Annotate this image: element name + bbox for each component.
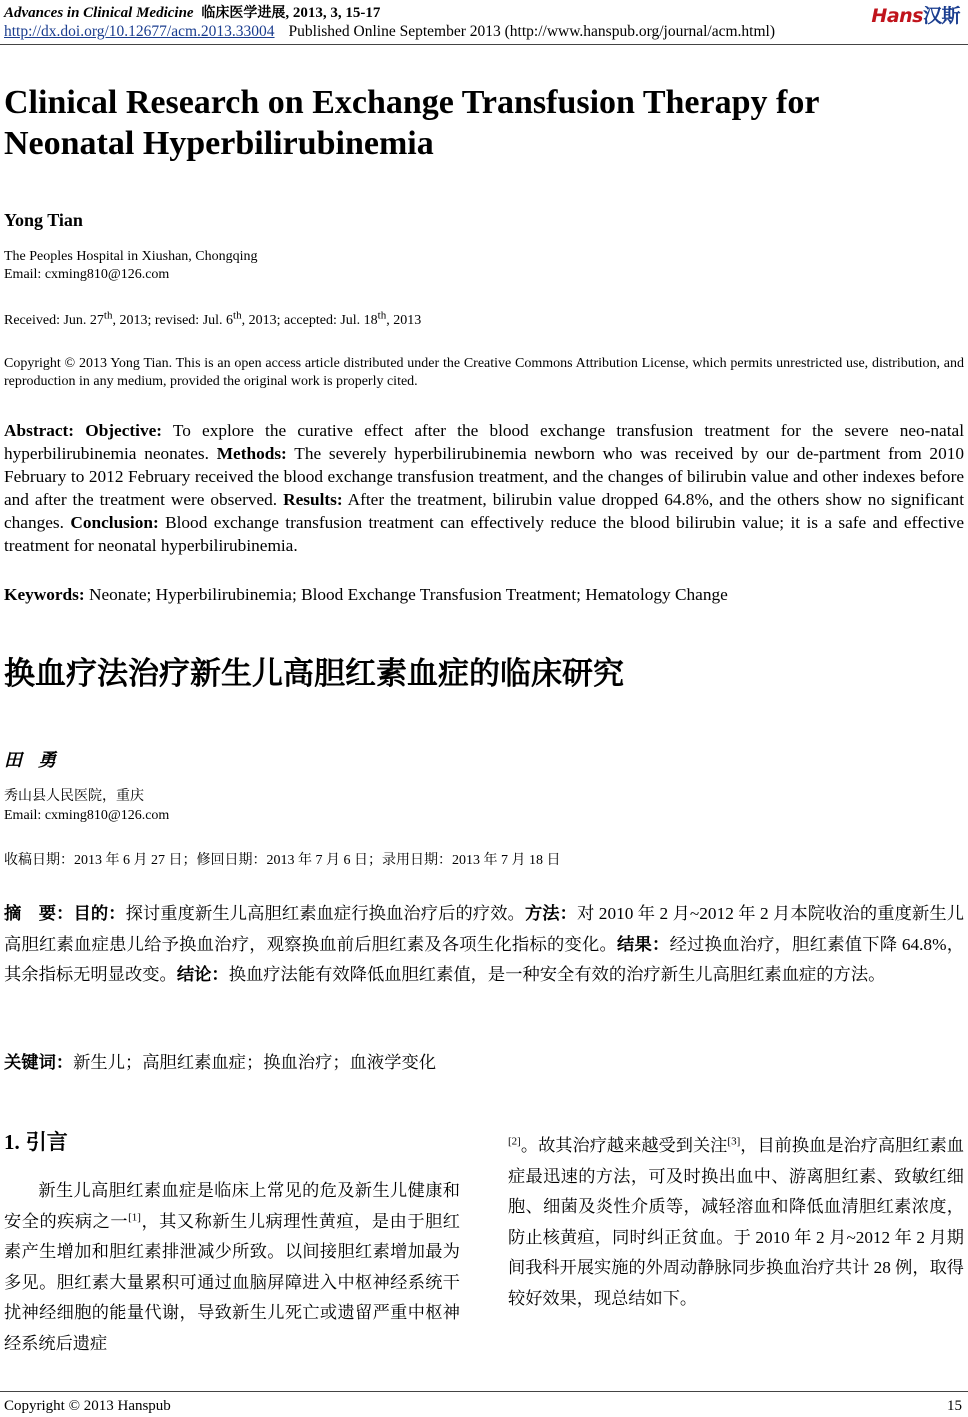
- results-text: After the treatment, bilirubin value dropped 64.8%, and the others show no significant changes.: [4, 490, 965, 532]
- accepted-text: , 2013; accepted: Jul. 18: [241, 313, 378, 328]
- conclusion-text-cn: 换血疗法能有效降低血胆红素值，是一种安全有效的治疗新生儿高胆红素血症的方法。: [228, 965, 886, 984]
- results-label: Results:: [283, 490, 343, 509]
- methods-label: Methods:: [216, 444, 287, 463]
- citation-ref[interactable]: [1]: [128, 1210, 141, 1223]
- objective-label-cn: 目的：: [73, 904, 126, 924]
- methods-text-cn: 对 2010 年 2 月~2012 年 2 月本院收治的重度新生儿高胆红素血症患儿给予换血治疗，观察换血前后胆红素及各项生化指标的变化。: [4, 904, 964, 954]
- body-column-left: [4, 1176, 460, 1360]
- received-dates-cn: 收稿日期：2013 年 6 月 27 日；修回日期：2013 年 7 月 6 日；录用日期：2013 年 7 月 18 日: [4, 853, 561, 868]
- conclusion-label: Conclusion:: [70, 513, 159, 532]
- footer-copyright: Copyright © 2013 Hanspub: [4, 1398, 171, 1414]
- doi-link[interactable]: http://dx.doi.org/10.12677/acm.2013.33004: [4, 23, 275, 40]
- logo-text-en: Hans: [871, 5, 923, 27]
- ordinal-suffix: th: [377, 309, 387, 322]
- revised-text: , 2013; revised: Jul. 6: [112, 313, 234, 328]
- section-number: 1.: [4, 1130, 20, 1154]
- results-label-cn: 结果：: [617, 934, 670, 955]
- objective-text: To explore the curative effect after the blood exchange transfusion treatment for the severe neo-natal hyperbilirubinemia neonates.: [4, 421, 964, 463]
- affiliation: The Peoples Hospital in Xiushan, Chongqing: [4, 249, 258, 264]
- results-text-cn: 经过换血治疗，胆红素值下降 64.8%，其余指标无明显改变。: [4, 934, 964, 984]
- paper-title-cn: 换血疗法治疗新生儿高胆红素血症的临床研究: [4, 656, 624, 692]
- objective-label: Objective:: [85, 421, 163, 440]
- ordinal-suffix: th: [233, 309, 242, 322]
- title-line-2: Neonatal Hyperbilirubinemia: [4, 125, 434, 162]
- citation-ref[interactable]: [2]: [508, 1135, 521, 1148]
- received-dates: [4, 309, 422, 330]
- conclusion-label-cn: 结论：: [176, 965, 229, 985]
- keywords-text-cn: 新生儿；高胆红素血症；换血治疗；血液学变化: [73, 1053, 437, 1072]
- author-name-cn: 田勇: [4, 750, 72, 771]
- body-text: 新生儿高胆红素血症是临床上常见的危及新生儿健康和安全的疾病之一: [4, 1181, 460, 1231]
- volume-info: , 2013, 3, 15-17: [285, 5, 381, 21]
- copyright-notice: Copyright © 2013 Yong Tian. This is an open access article distributed under the Creative Commons Attribution License, which permits unrestricted use, distribution, and reproduction in any medium, provided the original work is properly cited.: [4, 356, 964, 389]
- body-text: 。故其治疗越来越受到关注: [520, 1136, 728, 1155]
- logo-text-cn: 汉斯: [922, 5, 960, 27]
- header-divider: [0, 44, 968, 45]
- keywords-cn: [4, 1051, 964, 1075]
- keywords-en: [4, 583, 964, 606]
- conclusion-text: Blood exchange transfusion treatment can effectively reduce the blood bilirubin value; it is a safe and effective treatment for neonatal hyperbilirubinemia.: [4, 513, 964, 555]
- keywords-label: Keywords:: [4, 585, 85, 604]
- publisher-logo: [871, 1, 960, 28]
- running-header: [4, 2, 964, 27]
- methods-label-cn: 方法：: [524, 904, 578, 924]
- body-text: ，其又称新生儿病理性黄疸，是由于胆红素产生增加和胆红素排泄减少所致。以间接胆红素增加最为多见。胆红素大量累积可通过血脑屏障进入中枢神经系统干扰神经细胞的能量代谢，导致新生儿死亡或遗留严重中枢神经系统后遗症: [4, 1211, 460, 1353]
- doi-line: [4, 23, 775, 41]
- body-column-right: [508, 1131, 964, 1315]
- ordinal-suffix: th: [103, 309, 113, 322]
- year-text: , 2013: [386, 313, 422, 328]
- journal-name-cn: 临床医学进展: [201, 5, 286, 21]
- methods-text: The severely hyperbilirubinemia newborn who was received by our de-partment from 2010 February to 2012 February received the blood exchange transfusion treatment, and the changes of bilirubin value and other indexes before and after the treatment were observed.: [4, 444, 964, 509]
- affiliation-cn: 秀山县人民医院，重庆: [4, 789, 144, 804]
- received-text: Received: Jun. 27: [4, 313, 104, 328]
- keywords-label-cn: 关键词：: [4, 1053, 74, 1073]
- footer-divider: [0, 1391, 968, 1392]
- citation-ref[interactable]: [3]: [727, 1135, 741, 1148]
- abstract-cn: [4, 899, 964, 991]
- author-email-cn: Email: cxming810@126.com: [4, 808, 170, 823]
- section-title: 引言: [25, 1130, 68, 1154]
- keywords-text: Neonate; Hyperbilirubinemia; Blood Exchange Transfusion Treatment; Hematology Change: [84, 585, 728, 604]
- abstract-label: Abstract:: [4, 421, 75, 440]
- objective-text-cn: 探讨重度新生儿高胆红素血症行换血治疗后的疗效。: [125, 904, 525, 923]
- journal-name: Advances in Clinical Medicine: [4, 5, 194, 21]
- abstract-en: [4, 419, 964, 557]
- body-text: ，目前换血是治疗高胆红素血症最迅速的方法，可及时换出血中、游离胆红素、致敏红细胞、细菌及炎性介质等，减轻溶血和降低血清胆红素浓度，防止核黄疸，同时纠正贫血。于 2010 年 2 月~2012 年 2 月期间我科开展实施的外周动静脉同步换血治疗共计 28 例，取得较好效果，现总结如下。: [508, 1136, 964, 1308]
- published-online: Published Online September 2013 (http://www.hanspub.org/journal/acm.html): [288, 23, 775, 40]
- abstract-label-cn: 摘 要：: [4, 904, 74, 924]
- paper-title: [4, 82, 964, 164]
- author-email: Email: cxming810@126.com: [4, 267, 170, 282]
- section-heading: [4, 1126, 68, 1156]
- title-line-1: Clinical Research on Exchange Transfusion Therapy for: [4, 84, 820, 121]
- page-number: 15: [947, 1398, 962, 1414]
- author-name: Yong Tian: [4, 210, 83, 230]
